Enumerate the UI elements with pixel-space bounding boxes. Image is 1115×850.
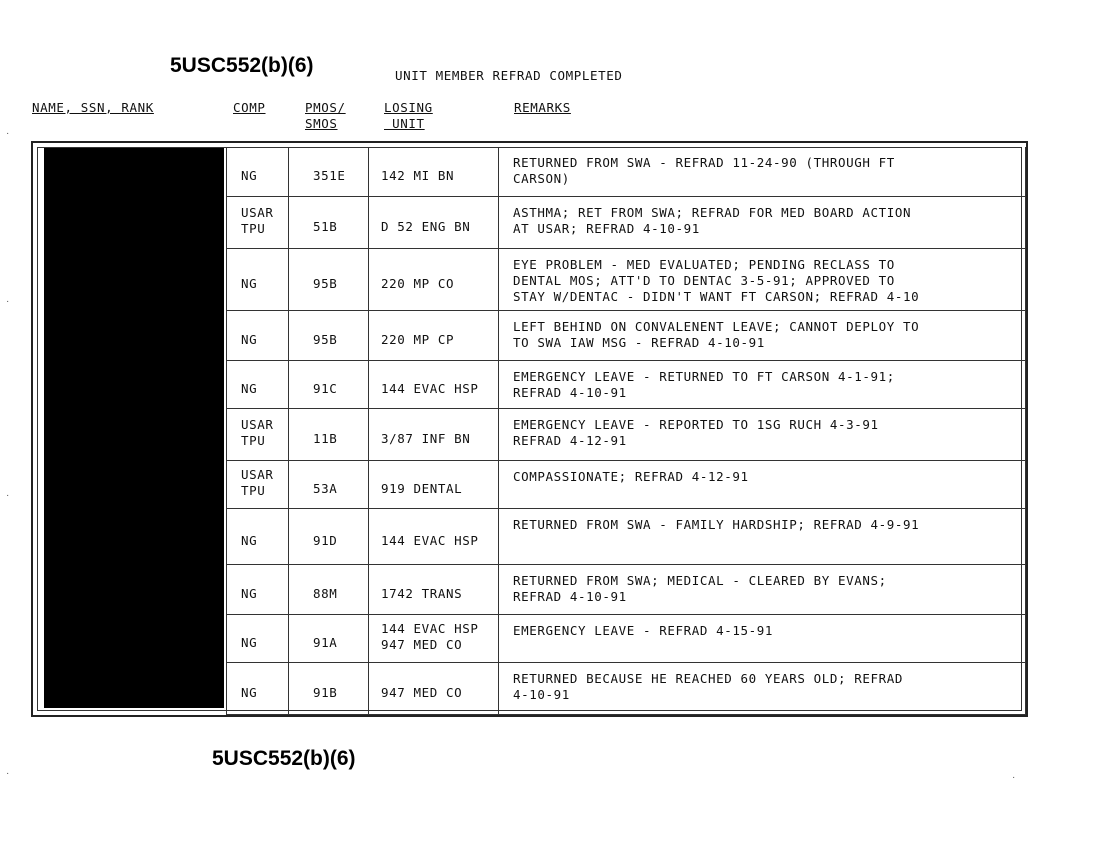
comp-cell <box>226 197 288 248</box>
pmos-cell <box>288 409 368 460</box>
comp-cell <box>226 147 288 196</box>
remarks-cell <box>498 147 1026 196</box>
comp-cell-text: USAR TPU <box>241 417 274 448</box>
remarks-cell-text: ASTHMA; RET FROM SWA; REFRAD FOR MED BOARD ACTION AT USAR; REFRAD 4-10-91 <box>513 205 912 236</box>
document-title: UNIT MEMBER REFRAD COMPLETED <box>395 68 623 83</box>
comp-cell-text: NG <box>241 168 258 183</box>
table-row <box>226 461 1026 509</box>
remarks-cell-text: RETURNED FROM SWA - FAMILY HARDSHIP; REFRAD 4-9-91 <box>513 517 920 532</box>
remarks-cell-text: EMERGENCY LEAVE - REFRAD 4-15-91 <box>513 623 774 638</box>
scan-speck: · <box>6 128 10 139</box>
table-row <box>226 663 1026 715</box>
comp-cell-text: NG <box>241 685 258 700</box>
pmos-cell-text: 11B <box>313 431 338 446</box>
remarks-cell <box>498 409 1026 460</box>
losing-unit-cell <box>368 663 498 714</box>
comp-cell-text: NG <box>241 276 258 291</box>
table-row <box>226 249 1026 311</box>
pmos-cell <box>288 615 368 662</box>
remarks-cell-text: EMERGENCY LEAVE - REPORTED TO 1SG RUCH 4-3-91 REFRAD 4-12-91 <box>513 417 879 448</box>
losing-unit-cell-text: 3/87 INF BN <box>381 431 471 446</box>
column-header-losing-unit: LOSING UNIT <box>384 100 433 131</box>
pmos-cell-text: 51B <box>313 219 338 234</box>
comp-cell-text: NG <box>241 586 258 601</box>
column-header-pmos: PMOS/ SMOS <box>305 100 346 131</box>
pmos-cell <box>288 509 368 564</box>
table-row <box>226 311 1026 361</box>
remarks-cell-text: RETURNED FROM SWA - REFRAD 11-24-90 (THROUGH FT CARSON) <box>513 155 895 186</box>
table-row <box>226 197 1026 249</box>
losing-unit-cell <box>368 361 498 408</box>
remarks-cell <box>498 615 1026 662</box>
remarks-cell <box>498 663 1026 714</box>
remarks-cell <box>498 565 1026 614</box>
column-header-remarks: REMARKS <box>514 100 571 115</box>
losing-unit-cell-text: 144 EVAC HSP <box>381 381 479 396</box>
pmos-cell-text: 91B <box>313 685 338 700</box>
losing-unit-cell-text: 947 MED CO <box>381 685 463 700</box>
pmos-cell-text: 88M <box>313 586 338 601</box>
column-header-name: NAME, SSN, RANK <box>32 100 154 115</box>
comp-cell <box>226 565 288 614</box>
losing-unit-cell-text: 220 MP CP <box>381 332 455 347</box>
losing-unit-cell <box>368 565 498 614</box>
losing-unit-cell-text: 220 MP CO <box>381 276 455 291</box>
losing-unit-cell-text: 144 EVAC HSP <box>381 533 479 548</box>
pmos-cell-text: 351E <box>313 168 346 183</box>
redaction-block <box>44 148 224 708</box>
losing-unit-cell <box>368 615 498 662</box>
pmos-cell <box>288 461 368 508</box>
comp-cell <box>226 461 288 508</box>
losing-unit-cell-text: D 52 ENG BN <box>381 219 471 234</box>
losing-unit-cell <box>368 197 498 248</box>
remarks-cell-text: RETURNED FROM SWA; MEDICAL - CLEARED BY EVANS; REFRAD 4-10-91 <box>513 573 887 604</box>
losing-unit-cell <box>368 409 498 460</box>
exemption-stamp-bottom: 5USC552(b)(6) <box>212 747 356 770</box>
pmos-cell <box>288 197 368 248</box>
table-row <box>226 147 1026 197</box>
comp-cell-text: NG <box>241 381 258 396</box>
comp-cell-text: NG <box>241 533 258 548</box>
losing-unit-cell <box>368 249 498 310</box>
comp-cell <box>226 663 288 714</box>
comp-cell-text: USAR TPU <box>241 205 274 236</box>
table-row <box>226 509 1026 565</box>
comp-cell <box>226 615 288 662</box>
losing-unit-cell <box>368 509 498 564</box>
pmos-cell <box>288 663 368 714</box>
scan-speck: · <box>6 768 10 779</box>
comp-cell <box>226 249 288 310</box>
pmos-cell-text: 95B <box>313 276 338 291</box>
losing-unit-cell-text: 919 DENTAL <box>381 481 463 496</box>
remarks-cell <box>498 311 1026 360</box>
pmos-cell <box>288 311 368 360</box>
column-header-comp: COMP <box>233 100 266 115</box>
remarks-cell <box>498 461 1026 508</box>
remarks-cell-text: EYE PROBLEM - MED EVALUATED; PENDING RECLASS TO DENTAL MOS; ATT'D TO DENTAC 3-5-91; APPROVED TO STAY W/DENTAC - DIDN'T WANT FT CARSON; REFRAD 4-10 <box>513 257 920 304</box>
pmos-cell-text: 53A <box>313 481 338 496</box>
pmos-cell <box>288 565 368 614</box>
comp-cell-text: USAR TPU <box>241 467 274 498</box>
exemption-stamp-top: 5USC552(b)(6) <box>170 54 314 77</box>
table-row <box>226 615 1026 663</box>
pmos-cell <box>288 147 368 196</box>
table-row <box>226 361 1026 409</box>
remarks-cell-text: RETURNED BECAUSE HE REACHED 60 YEARS OLD; REFRAD 4-10-91 <box>513 671 904 702</box>
scan-speck: · <box>6 296 10 307</box>
losing-unit-cell-text: 1742 TRANS <box>381 586 463 601</box>
comp-cell <box>226 361 288 408</box>
records-table <box>226 147 1026 715</box>
pmos-cell-text: 91A <box>313 635 338 650</box>
pmos-cell-text: 95B <box>313 332 338 347</box>
pmos-cell <box>288 361 368 408</box>
remarks-cell <box>498 197 1026 248</box>
table-row <box>226 409 1026 461</box>
comp-cell <box>226 509 288 564</box>
remarks-cell-text: LEFT BEHIND ON CONVALENENT LEAVE; CANNOT DEPLOY TO TO SWA IAW MSG - REFRAD 4-10-91 <box>513 319 920 350</box>
losing-unit-cell <box>368 461 498 508</box>
comp-cell <box>226 409 288 460</box>
remarks-cell <box>498 509 1026 564</box>
losing-unit-cell-text: 142 MI BN <box>381 168 455 183</box>
scan-speck: · <box>6 490 10 501</box>
scan-speck: · <box>1012 772 1016 783</box>
losing-unit-cell-text: 144 EVAC HSP 947 MED CO <box>381 621 479 652</box>
pmos-cell-text: 91D <box>313 533 338 548</box>
remarks-cell <box>498 361 1026 408</box>
remarks-cell-text: EMERGENCY LEAVE - RETURNED TO FT CARSON 4-1-91; REFRAD 4-10-91 <box>513 369 895 400</box>
pmos-cell <box>288 249 368 310</box>
remarks-cell-text: COMPASSIONATE; REFRAD 4-12-91 <box>513 469 749 484</box>
pmos-cell-text: 91C <box>313 381 338 396</box>
comp-cell-text: NG <box>241 635 258 650</box>
comp-cell <box>226 311 288 360</box>
comp-cell-text: NG <box>241 332 258 347</box>
table-row <box>226 565 1026 615</box>
losing-unit-cell <box>368 311 498 360</box>
remarks-cell <box>498 249 1026 310</box>
losing-unit-cell <box>368 147 498 196</box>
